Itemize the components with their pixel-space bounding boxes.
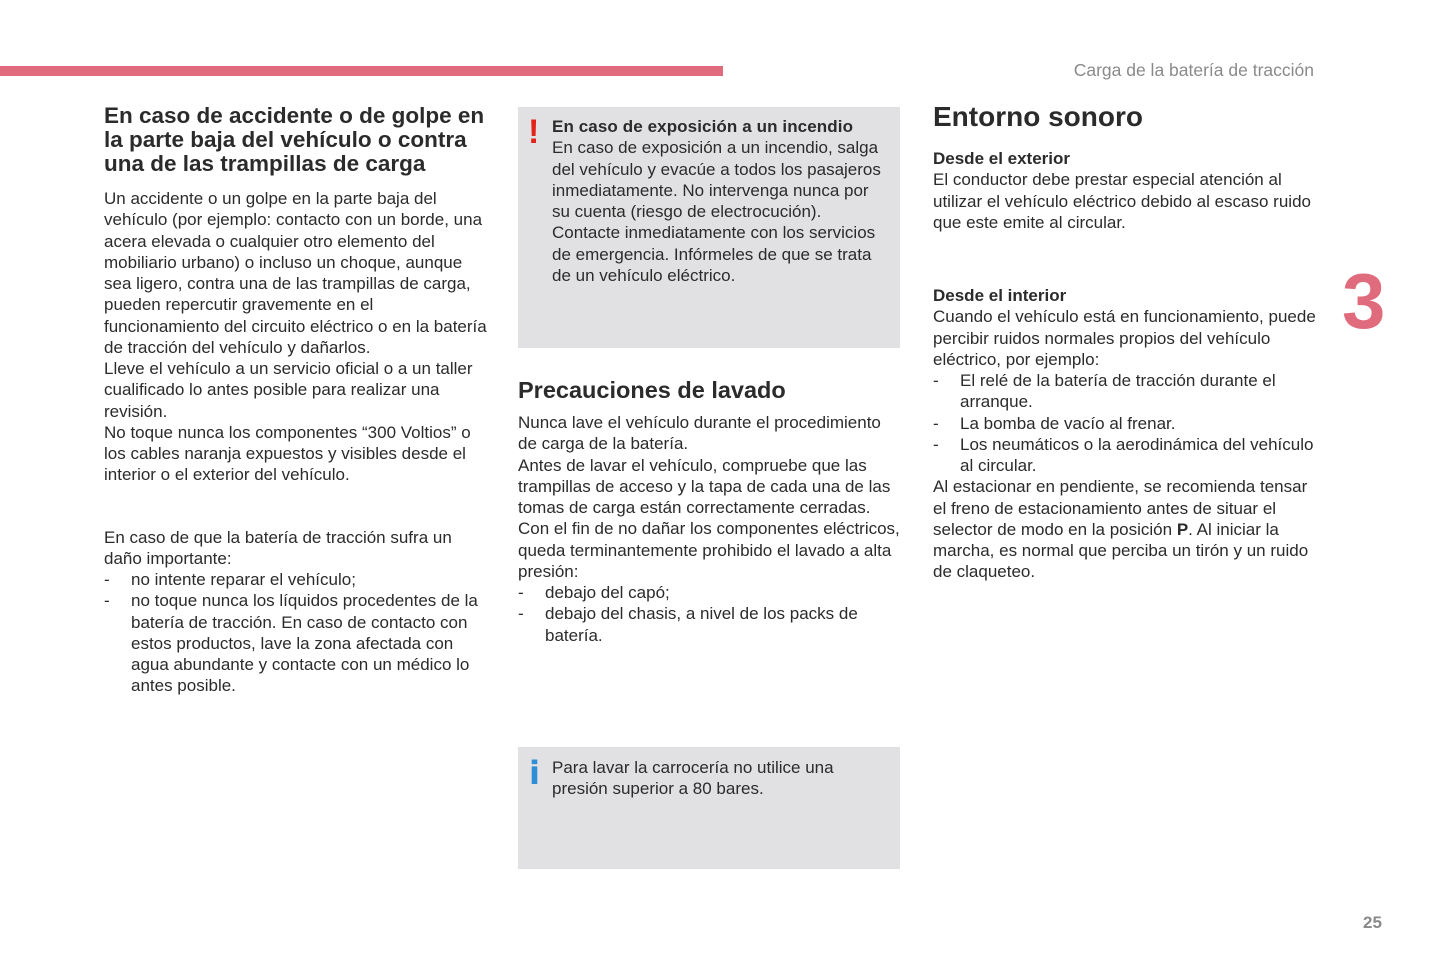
page-number: 25 <box>1363 913 1382 932</box>
parking-paragraph: Al estacionar en pendiente, se recomienda tensar el freno de estacionamiento antes de situar el selector de modo en la posición P. Al iniciar la marcha, es normal que perciba un tirón y un ruido de claqueteo. <box>933 477 1309 582</box>
sound-heading: Entorno sonoro <box>933 101 1143 132</box>
column-accident <box>104 100 488 697</box>
washing-paragraph: Con el fin de no dañar los componentes eléctricos, queda terminantemente prohibido el lavado a alta presión: <box>518 519 900 581</box>
list-item: - no intente reparar el vehículo; <box>104 570 356 589</box>
interior-subheading: Desde el interior <box>933 286 1067 305</box>
running-header: Carga de la batería de tracción <box>1073 60 1314 80</box>
list-item: - El relé de la batería de tracción durante el arranque. <box>933 371 1276 412</box>
accident-paragraph: Lleve el vehículo a un servicio oficial o a un taller cualificado lo antes posible para realizar una revisión. <box>104 359 473 421</box>
damage-list <box>104 569 488 697</box>
accident-paragraph: Un accidente o un golpe en la parte baja del vehículo (por ejemplo: contacto con un borde, una acera elevada o cualquier otro elemento del mobiliario urbano) o incluso un choque, aunque sea ligero, contra una de las trampillas de carga, pueden repercutir gravemente en el funcionamiento del circuito eléctrico o en la batería de tracción del vehículo y dañarlos. <box>104 189 487 357</box>
column-sound <box>933 100 1318 583</box>
list-item: - debajo del chasis, a nivel de los packs de batería. <box>518 604 858 645</box>
accident-paragraph: No toque nunca los componentes “300 Voltios” o los cables naranja expuestos y visibles desde el interior o el exterior del vehículo. <box>104 422 471 485</box>
warning-title: En caso de exposición a un incendio <box>552 117 854 136</box>
list-item: - no toque nunca los líquidos procedentes de la batería de tracción. En caso de contacto con estos productos, lave la zona afectada con agua abundante y contacte con un médico lo antes posible. <box>104 591 478 696</box>
warning-text: En caso de exposición a un incendio, salga del vehículo y evacúe a todos los pasajeros inmediatamente. No intervenga nunca por su cuenta (riesgo de electrocución). Contacte inmediatamente con los servicios de emergencia. Infórmeles de que se trata de un vehículo eléctrico. <box>552 138 881 285</box>
list-item: - debajo del capó; <box>518 583 670 602</box>
info-box-wrapper <box>518 747 900 869</box>
list-item: - Los neumáticos o la aerodinámica del vehículo al circular. <box>933 434 1314 475</box>
washing-paragraph: Antes de lavar el vehículo, compruebe que las trampillas de acceso y la tapa de cada una de las tomas de carga están correctamente cerradas. <box>518 455 891 517</box>
interior-text: Cuando el vehículo está en funcionamiento, puede percibir ruidos normales propios del vehículo eléctrico, por ejemplo: <box>933 307 1316 369</box>
info-icon: i <box>529 754 540 792</box>
washing-heading: Precauciones de lavado <box>518 377 786 403</box>
info-text: Para lavar la carrocería no utilice una presión superior a 80 bares. <box>552 758 834 799</box>
chapter-number: 3 <box>1342 257 1386 345</box>
fire-warning-box <box>518 107 900 348</box>
interior-list <box>933 370 1318 476</box>
pressure-info-box <box>518 747 900 869</box>
exclamation-icon: ! <box>528 113 540 151</box>
exterior-subheading: Desde el exterior <box>933 149 1071 168</box>
damage-paragraph: En caso de que la batería de tracción sufra un daño importante: <box>104 527 452 568</box>
list-item: - La bomba de vacío al frenar. <box>933 413 1176 433</box>
column-washing <box>518 100 900 646</box>
washing-list <box>518 582 900 646</box>
exterior-text: El conductor debe prestar especial atención al utilizar el vehículo eléctrico debido al escaso ruido que este emite al circular. <box>933 170 1311 232</box>
header-accent-bar <box>0 66 723 76</box>
accident-heading: En caso de accidente o de golpe en la parte baja del vehículo o contra una de las trampillas de carga <box>104 103 485 176</box>
washing-paragraph: Nunca lave el vehículo durante el procedimiento de carga de la batería. <box>518 413 881 454</box>
